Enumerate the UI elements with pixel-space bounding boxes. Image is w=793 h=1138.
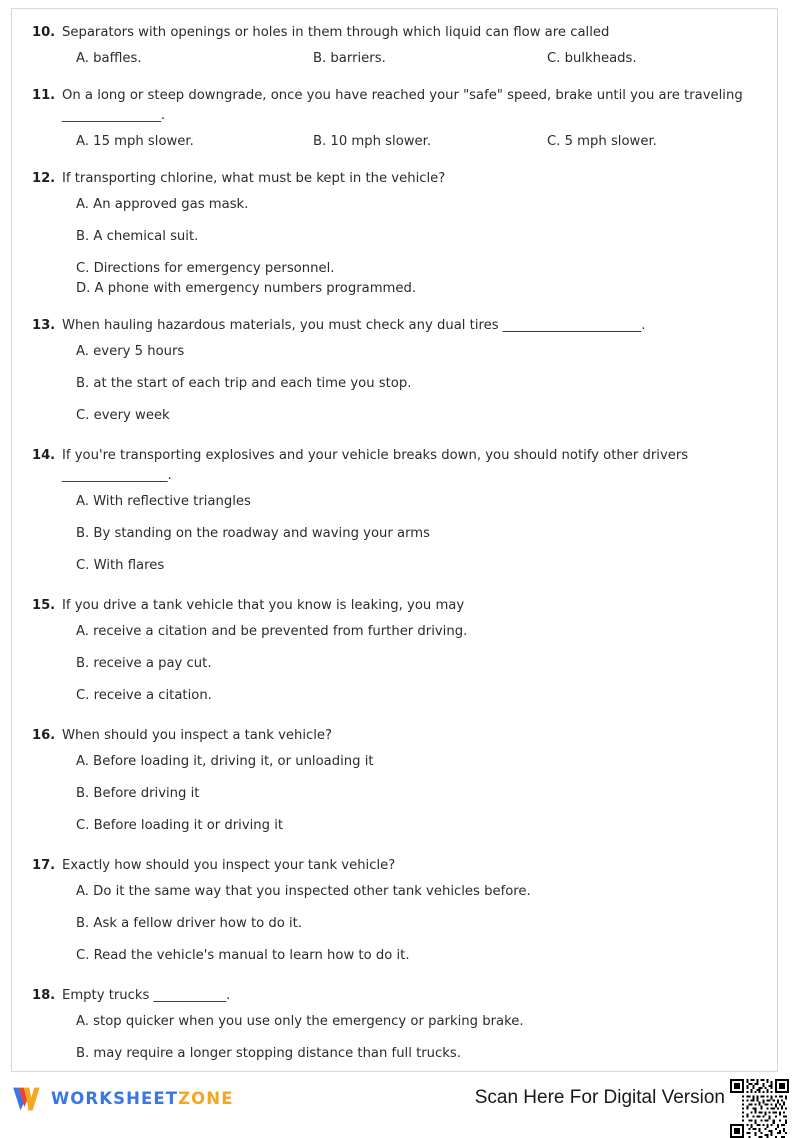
question-number: 18. xyxy=(32,988,56,1003)
answer-options xyxy=(62,342,761,426)
answer-option[interactable]: A. An approved gas mask. xyxy=(76,197,249,212)
answer-option[interactable]: B. receive a pay cut. xyxy=(76,656,212,671)
question-text: If you drive a tank vehicle that you know is leaking, you may xyxy=(62,598,465,613)
question-item xyxy=(28,169,761,299)
answer-option[interactable]: C. 5 mph slower. xyxy=(547,134,657,149)
answer-option[interactable]: C. With flares xyxy=(76,558,165,573)
answer-option[interactable]: C. Before loading it or driving it xyxy=(76,818,284,833)
answer-options xyxy=(62,752,761,836)
brand-wordmark xyxy=(51,1088,234,1108)
answer-option[interactable]: B. barriers. xyxy=(313,51,386,66)
brand-zone-text: ZONE xyxy=(178,1088,234,1108)
answer-option[interactable]: B. A chemical suit. xyxy=(76,229,199,244)
question-text: Exactly how should you inspect your tank vehicle? xyxy=(62,858,396,873)
question-text: If you're transporting explosives and your vehicle breaks down, you should notify other drivers ________________. xyxy=(62,448,689,483)
question-text: On a long or steep downgrade, once you have reached your "safe" speed, brake until you are traveling _______________. xyxy=(62,88,743,123)
answer-option[interactable]: A. 15 mph slower. xyxy=(76,134,194,149)
question-text: Empty trucks ___________. xyxy=(62,988,231,1003)
answer-option[interactable]: C. bulkheads. xyxy=(547,51,637,66)
answer-option[interactable]: C. Directions for emergency personnel. xyxy=(76,261,335,276)
scan-here-label: Scan Here For Digital Version xyxy=(474,1087,725,1108)
answer-option[interactable]: B. may require a longer stopping distance than full trucks. xyxy=(76,1046,461,1061)
question-item xyxy=(28,726,761,836)
question-number: 13. xyxy=(32,318,56,333)
page-footer xyxy=(0,1074,793,1122)
question-item xyxy=(28,23,761,69)
answer-options xyxy=(62,49,761,69)
question-number: 17. xyxy=(32,858,56,873)
answer-option[interactable]: B. Before driving it xyxy=(76,786,200,801)
question-number: 12. xyxy=(32,171,56,186)
answer-option[interactable]: B. By standing on the roadway and waving your arms xyxy=(76,526,430,541)
answer-option[interactable]: D. A phone with emergency numbers programmed. xyxy=(76,281,417,296)
question-number: 14. xyxy=(32,448,56,463)
answer-option[interactable]: A. every 5 hours xyxy=(76,344,185,359)
answer-options xyxy=(62,492,761,576)
answer-option[interactable]: A. With reflective triangles xyxy=(76,494,251,509)
question-text: If transporting chlorine, what must be kept in the vehicle? xyxy=(62,171,446,186)
brand-logo xyxy=(12,1085,234,1113)
answer-option[interactable]: A. baffles. xyxy=(76,51,142,66)
question-number: 10. xyxy=(32,25,56,40)
answer-option[interactable]: B. 10 mph slower. xyxy=(313,134,432,149)
question-item xyxy=(28,596,761,706)
answer-option[interactable]: C. Read the vehicle's manual to learn how to do it. xyxy=(76,948,410,963)
question-item xyxy=(28,446,761,576)
answer-options xyxy=(62,1012,761,1064)
answer-option[interactable]: A. receive a citation and be prevented from further driving. xyxy=(76,624,468,639)
question-number: 11. xyxy=(32,88,56,103)
answer-options xyxy=(62,882,761,966)
answer-option[interactable]: A. Before loading it, driving it, or unloading it xyxy=(76,754,374,769)
question-item xyxy=(28,856,761,966)
question-number: 15. xyxy=(32,598,56,613)
answer-options xyxy=(62,132,761,152)
answer-option[interactable]: A. Do it the same way that you inspected other tank vehicles before. xyxy=(76,884,531,899)
answer-option[interactable]: C. receive a citation. xyxy=(76,688,212,703)
question-item xyxy=(28,86,761,152)
answer-options xyxy=(62,195,761,299)
question-list xyxy=(28,23,761,1064)
question-text: When should you inspect a tank vehicle? xyxy=(62,728,333,743)
answer-option[interactable]: A. stop quicker when you use only the emergency or parking brake. xyxy=(76,1014,524,1029)
answer-options xyxy=(62,622,761,706)
brand-worksheet-text: WORKSHEET xyxy=(51,1088,179,1108)
answer-option[interactable]: B. at the start of each trip and each time you stop. xyxy=(76,376,412,391)
qr-code-icon[interactable] xyxy=(730,1079,789,1138)
question-text: When hauling hazardous materials, you must check any dual tires _____________________. xyxy=(62,318,646,333)
question-text: Separators with openings or holes in them through which liquid can flow are called xyxy=(62,25,610,40)
question-number: 16. xyxy=(32,728,56,743)
question-item xyxy=(28,986,761,1064)
worksheet-content-frame xyxy=(11,8,778,1072)
answer-option[interactable]: B. Ask a fellow driver how to do it. xyxy=(76,916,303,931)
question-item xyxy=(28,316,761,426)
worksheet-zone-logo-icon xyxy=(12,1086,42,1112)
answer-option[interactable]: C. every week xyxy=(76,408,170,423)
